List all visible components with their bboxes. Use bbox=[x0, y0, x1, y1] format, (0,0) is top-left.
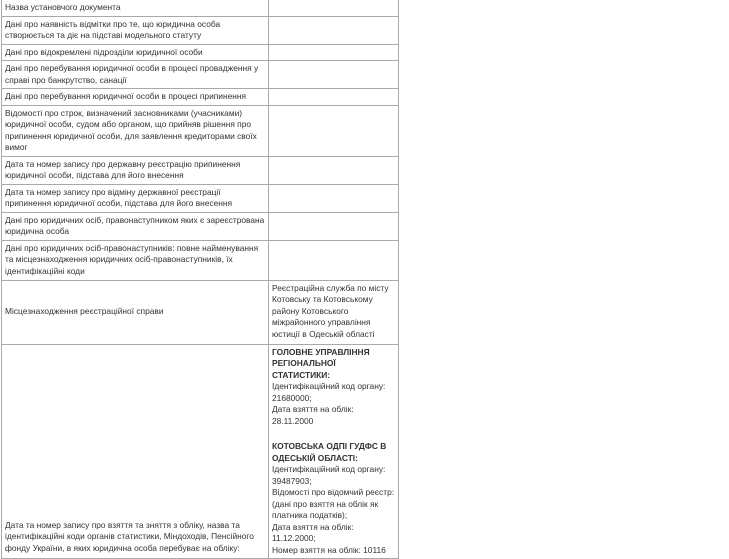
row-value bbox=[269, 61, 399, 89]
row-value bbox=[269, 0, 399, 16]
row-value bbox=[269, 16, 399, 44]
org-registry: Відомості про відомчий реєстр: bbox=[272, 487, 395, 497]
table-row bbox=[2, 61, 399, 89]
org-code-label: Ідентифікаційний код органу: bbox=[272, 464, 386, 474]
org-date: Дата взяття на облік: 11.12.2000; bbox=[272, 521, 354, 543]
row-label: Назва установчого документа bbox=[2, 0, 269, 16]
table-row bbox=[2, 156, 399, 184]
row-label: Дані про відокремлені підрозділи юридичної особи bbox=[2, 44, 269, 61]
table-row bbox=[2, 16, 399, 44]
org-code: 21680000; bbox=[272, 392, 312, 403]
table-row bbox=[2, 105, 399, 156]
org-name: ГОЛОВНЕ УПРАВЛІННЯ РЕГІОНАЛЬНОЇ СТАТИСТИКИ: bbox=[272, 346, 370, 380]
table-row bbox=[2, 0, 399, 16]
table-row bbox=[2, 240, 399, 280]
spacer bbox=[272, 427, 395, 441]
row-value bbox=[269, 156, 399, 184]
row-value: Реєстраційна служба по місту Котовську та Котовському району Котовського міжрайонного управління юстиції в Одеській області bbox=[269, 280, 399, 344]
row-value bbox=[269, 240, 399, 280]
row-value-orgs bbox=[269, 344, 399, 559]
row-label: Дані про перебування юридичної особи в процесі провадження у справі про банкрутство, санації bbox=[2, 61, 269, 89]
org-registry-note: (дані про взяття на облік як платника податків); bbox=[272, 498, 379, 520]
row-label: Дата та номер запису про державну реєстрацію припинення юридичної особи, підстава для його внесення bbox=[2, 156, 269, 184]
org-date: Дата взяття на облік: 28.11.2000 bbox=[272, 404, 354, 426]
row-label: Дані про юридичних осіб, правонаступником яких є зареєстрована юридична особа bbox=[2, 212, 269, 240]
row-label: Дата та номер запису про відміну державної реєстрації припинення юридичної особи, підстава для його внесення bbox=[2, 184, 269, 212]
org-code: 39487903; bbox=[272, 475, 312, 486]
table-row bbox=[2, 184, 399, 212]
row-value bbox=[269, 184, 399, 212]
org-code-label: Ідентифікаційний код органу: bbox=[272, 381, 386, 391]
table-row-registration bbox=[2, 344, 399, 559]
row-value bbox=[269, 44, 399, 61]
row-label: Дані про перебування юридичної особи в процесі припинення bbox=[2, 89, 269, 106]
row-label: Дані про юридичних осіб-правонаступників: повне найменування та місцезнаходження юридичних осіб-правонаступників, їх ідентифікаційні коди bbox=[2, 240, 269, 280]
row-value bbox=[269, 105, 399, 156]
table-row bbox=[2, 280, 399, 344]
org-name: КОТОВСЬКА ОДПІ ГУДФС В ОДЕСЬКІЙ ОБЛАСТІ: bbox=[272, 441, 387, 463]
row-label: Дані про наявність відмітки про те, що юридична особа створюється та діє на підставі модельного статуту bbox=[2, 16, 269, 44]
table-row bbox=[2, 89, 399, 106]
org-number: Номер взяття на облік: 10116 bbox=[272, 544, 386, 555]
table-row bbox=[2, 44, 399, 61]
row-value bbox=[269, 212, 399, 240]
table-row bbox=[2, 212, 399, 240]
row-label: Місцезнаходження реєстраційної справи bbox=[2, 280, 269, 344]
row-value bbox=[269, 89, 399, 106]
row-label: Дата та номер запису про взяття та зняття з обліку, назва та ідентифікаційні коди органів статистики, Міндоходів, Пенсійного фонду України, в яких юридична особа перебуває на обліку: bbox=[2, 344, 269, 559]
registry-table bbox=[1, 0, 399, 559]
row-label: Відомості про строк, визначений засновниками (учасниками) юридичної особи, судом або органом, що прийняв рішення про припинення юридичної особи, для заявлення кредиторами своїх вимог bbox=[2, 105, 269, 156]
